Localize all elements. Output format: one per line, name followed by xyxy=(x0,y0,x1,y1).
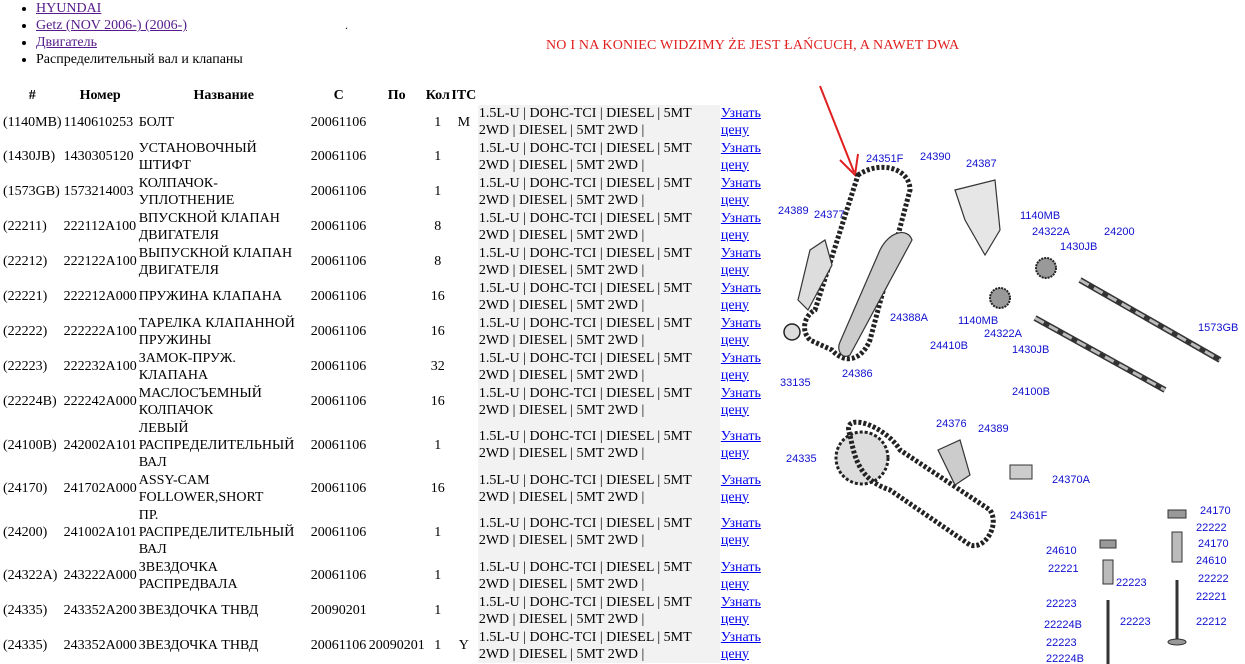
table-row xyxy=(2,174,770,209)
spec-line-1: 1.5L-U | DOHC-TCI | DIESEL | 5MT xyxy=(478,472,692,488)
diagram-callout-label: 24335 xyxy=(786,453,817,465)
price-link-line-2: цену xyxy=(720,646,750,662)
spec-cell xyxy=(478,593,720,628)
spec-cell xyxy=(478,105,720,139)
spec-line-1: 1.5L-U | DOHC-TCI | DIESEL | 5MT xyxy=(478,385,692,401)
date-from: 20061106 xyxy=(310,384,368,419)
date-from: 20061106 xyxy=(310,209,368,244)
quantity: 8 xyxy=(426,209,450,244)
date-from: 20061106 xyxy=(310,244,368,279)
price-link[interactable] xyxy=(721,106,761,138)
table-row xyxy=(2,314,770,349)
spec-line-1: 1.5L-U | DOHC-TCI | DIESEL | 5MT xyxy=(478,280,692,296)
stray-dot: . xyxy=(345,18,348,32)
diagram-callout-label: 24170 xyxy=(1198,538,1229,550)
part-name: БОЛТ xyxy=(138,105,310,139)
quantity: 32 xyxy=(426,349,450,384)
table-row xyxy=(2,105,770,139)
date-from: 20061106 xyxy=(310,139,368,174)
part-number: 222242A000 xyxy=(63,384,138,419)
price-link-line-1: Узнать xyxy=(720,140,761,156)
diagram-callout-label: 22223 xyxy=(1046,598,1077,610)
price-link[interactable] xyxy=(721,316,761,348)
price-link-line-2: цену xyxy=(720,611,750,627)
spec-line-2: 2WD | DIESEL | 5MT 2WD | xyxy=(478,262,645,278)
quantity: 1 xyxy=(426,419,450,471)
col-header-ref: # xyxy=(28,87,36,103)
table-row xyxy=(2,506,770,558)
date-to xyxy=(368,174,426,209)
date-to xyxy=(368,419,426,471)
row-ref: (24335) xyxy=(2,628,63,663)
date-to xyxy=(368,209,426,244)
diagram-callout-label: 24387 xyxy=(966,158,997,170)
diagram-callout-label: 22224B xyxy=(1046,653,1084,664)
date-from: 20061106 xyxy=(310,558,368,593)
diagram-callout-label: 24377 xyxy=(814,209,845,221)
diagram-callout-label: 22224B xyxy=(1044,619,1082,631)
date-to: 20090201 xyxy=(368,628,426,663)
breadcrumb xyxy=(0,0,243,68)
part-name: ASSY-CAM FOLLOWER,SHORT xyxy=(138,471,310,506)
price-cell xyxy=(720,506,770,558)
price-link[interactable] xyxy=(721,141,761,173)
price-link-line-1: Узнать xyxy=(720,315,761,331)
price-link-line-2: цену xyxy=(720,367,750,383)
date-from: 20061106 xyxy=(310,174,368,209)
table-row xyxy=(2,419,770,471)
itc-code xyxy=(450,349,478,384)
parts-diagram xyxy=(770,80,1245,664)
annotation-text: NO I NA KONIEC WIDZIMY ŻE JEST ŁAŃCUCH, A NAWET DWA xyxy=(546,38,960,53)
row-ref: (22221) xyxy=(2,279,63,314)
spec-cell xyxy=(478,209,720,244)
spec-line-1: 1.5L-U | DOHC-TCI | DIESEL | 5MT xyxy=(478,516,692,531)
date-to xyxy=(368,314,426,349)
part-number: 241002A101 xyxy=(63,506,138,558)
table-row xyxy=(2,384,770,419)
spec-line-2: 2WD | DIESEL | 5MT 2WD | xyxy=(478,446,645,461)
part-number: 242002A101 xyxy=(63,419,138,471)
diagram-callout-label: 22223 xyxy=(1116,577,1147,589)
price-link[interactable] xyxy=(721,630,761,662)
part-name: КОЛПАЧОК-УПЛОТНЕНИЕ xyxy=(138,174,310,209)
diagram-callout-label: 24200 xyxy=(1104,226,1135,238)
date-from: 20061106 xyxy=(310,279,368,314)
spec-cell xyxy=(478,419,720,471)
part-name: ПР. РАСПРЕДЕЛИТЕЛЬНЫЙ ВАЛ xyxy=(138,506,310,558)
camshaft-right-icon xyxy=(1080,280,1220,360)
price-link[interactable] xyxy=(721,176,761,208)
date-from: 20061106 xyxy=(310,506,368,558)
diagram-callout-label: 24610 xyxy=(1196,555,1227,567)
diagram-callout-label: 22221 xyxy=(1048,563,1079,575)
date-to xyxy=(368,105,426,139)
diagram-callout-label: 33135 xyxy=(780,377,811,389)
itc-code xyxy=(450,419,478,471)
diagram-callout-label: 24390 xyxy=(920,151,951,163)
price-cell xyxy=(720,558,770,593)
itc-code xyxy=(450,209,478,244)
part-number: 243352A000 xyxy=(63,628,138,663)
part-name: ТАРЕЛКА КЛАПАННОЙ ПРУЖИНЫ xyxy=(138,314,310,349)
tensioner-bracket-icon xyxy=(955,180,1000,255)
spec-line-1: 1.5L-U | DOHC-TCI | DIESEL | 5MT xyxy=(478,175,692,191)
diagram-callout-label: 22222 xyxy=(1196,522,1227,534)
part-number: 222232A100 xyxy=(63,349,138,384)
row-ref: (1573GB) xyxy=(2,174,63,209)
spec-line-2: 2WD | DIESEL | 5MT 2WD | xyxy=(478,367,645,383)
price-link-line-2: цену xyxy=(720,262,750,278)
itc-code xyxy=(450,384,478,419)
diagram-callout-label: 24389 xyxy=(978,423,1009,435)
spec-cell xyxy=(478,558,720,593)
spec-line-2: 2WD | DIESEL | 5MT 2WD | xyxy=(478,611,645,627)
part-name: ПРУЖИНА КЛАПАНА xyxy=(138,279,310,314)
col-header-to: По xyxy=(387,87,406,103)
date-to xyxy=(368,558,426,593)
spec-line-1: 1.5L-U | DOHC-TCI | DIESEL | 5MT xyxy=(478,210,692,226)
spec-line-1: 1.5L-U | DOHC-TCI | DIESEL | 5MT xyxy=(478,559,692,575)
itc-code xyxy=(450,558,478,593)
price-link[interactable] xyxy=(721,351,761,383)
part-number: 222222A100 xyxy=(63,314,138,349)
part-number: 243352A200 xyxy=(63,593,138,628)
price-link[interactable] xyxy=(721,560,761,592)
spec-line-1: 1.5L-U | DOHC-TCI | DIESEL | 5MT xyxy=(478,315,692,331)
quantity: 1 xyxy=(426,105,450,139)
diagram-callout-label: 24170 xyxy=(1200,505,1231,517)
row-ref: (24170) xyxy=(2,471,63,506)
part-name: УСТАНОВОЧНЫЙ ШТИФТ xyxy=(138,139,310,174)
quantity: 1 xyxy=(426,628,450,663)
itc-code xyxy=(450,471,478,506)
part-number: 1573214003 xyxy=(63,174,138,209)
row-ref: (1140MB) xyxy=(2,105,63,139)
spec-line-2: 2WD | DIESEL | 5MT 2WD | xyxy=(478,576,645,592)
breadcrumb-link-group[interactable]: Двигатель xyxy=(36,35,97,50)
price-cell xyxy=(720,349,770,384)
quantity: 1 xyxy=(426,174,450,209)
table-row xyxy=(2,628,770,663)
price-cell xyxy=(720,314,770,349)
idler-icon xyxy=(784,324,800,340)
pump-sprocket-icon xyxy=(836,432,888,484)
date-from: 20061106 xyxy=(310,419,368,471)
diagram-callout-label: 24376 xyxy=(936,418,967,430)
breadcrumb-link-model[interactable]: Getz (NOV 2006-) (2006-) xyxy=(36,18,187,33)
spec-line-2: 2WD | DIESEL | 5MT 2WD | xyxy=(478,123,645,138)
price-link-line-2: цену xyxy=(720,489,750,505)
date-from: 20061106 xyxy=(310,349,368,384)
row-ref: (24100B) xyxy=(2,419,63,471)
diagram-labels xyxy=(778,151,1238,664)
price-cell xyxy=(720,244,770,279)
cam-sprocket-icon xyxy=(1036,258,1056,278)
table-row xyxy=(2,593,770,628)
breadcrumb-item-current xyxy=(36,51,243,68)
col-header-itc: ITC xyxy=(451,87,477,103)
part-number: 1430305120 xyxy=(63,139,138,174)
itc-code xyxy=(450,244,478,279)
spec-cell xyxy=(478,506,720,558)
part-name: ЗВЕЗДОЧКА РАСПРЕДВАЛА xyxy=(138,558,310,593)
diagram-callout-label: 22223 xyxy=(1046,637,1077,649)
breadcrumb-current-label: Распределительный вал и клапаны xyxy=(36,52,243,67)
quantity: 16 xyxy=(426,471,450,506)
itc-code xyxy=(450,593,478,628)
price-link-line-2: цену xyxy=(720,402,750,418)
part-number: 243222A000 xyxy=(63,558,138,593)
table-row xyxy=(2,558,770,593)
diagram-callout-label: 22212 xyxy=(1196,616,1227,628)
price-cell xyxy=(720,471,770,506)
diagram-callout-label: 24351F xyxy=(866,153,904,165)
price-link[interactable] xyxy=(721,386,761,418)
price-link-line-1: Узнать xyxy=(720,245,761,261)
price-link-line-1: Узнать xyxy=(720,385,761,401)
row-ref: (24335) xyxy=(2,593,63,628)
spec-cell xyxy=(478,174,720,209)
spec-line-1: 1.5L-U | DOHC-TCI | DIESEL | 5MT xyxy=(478,140,692,156)
diagram-callout-label: 24388A xyxy=(890,312,928,324)
price-link[interactable] xyxy=(721,246,761,278)
price-cell xyxy=(720,593,770,628)
date-from: 20061106 xyxy=(310,105,368,139)
part-name: МАСЛОСЪЕМНЫЙ КОЛПАЧОК xyxy=(138,384,310,419)
camshaft-left-icon xyxy=(1035,318,1165,390)
diagram-callout-label: 24389 xyxy=(778,205,809,217)
quantity: 16 xyxy=(426,384,450,419)
date-from: 20061106 xyxy=(310,314,368,349)
spec-line-2: 2WD | DIESEL | 5MT 2WD | xyxy=(478,489,645,505)
col-header-name: Название xyxy=(193,87,254,103)
row-ref: (22212) xyxy=(2,244,63,279)
row-ref: (22223) xyxy=(2,349,63,384)
price-link-line-1: Узнать xyxy=(720,429,761,444)
spec-cell xyxy=(478,349,720,384)
diagram-callout-label: 24100B xyxy=(1012,386,1050,398)
spec-line-2: 2WD | DIESEL | 5MT 2WD | xyxy=(478,646,645,662)
price-cell xyxy=(720,174,770,209)
itc-code: Y xyxy=(450,628,478,663)
itc-code xyxy=(450,314,478,349)
tensioner-icon xyxy=(1010,465,1032,479)
date-from: 20061106 xyxy=(310,628,368,663)
price-link-line-1: Узнать xyxy=(720,350,761,366)
diagram-callout-label: 24361F xyxy=(1010,510,1048,522)
date-to xyxy=(368,244,426,279)
spec-cell xyxy=(478,471,720,506)
price-link-line-1: Узнать xyxy=(720,594,761,610)
quantity: 16 xyxy=(426,314,450,349)
spec-line-1: 1.5L-U | DOHC-TCI | DIESEL | 5MT xyxy=(478,245,692,261)
spec-line-1: 1.5L-U | DOHC-TCI | DIESEL | 5MT xyxy=(478,350,692,366)
table-row xyxy=(2,244,770,279)
price-cell xyxy=(720,384,770,419)
price-link-line-2: цену xyxy=(720,533,750,548)
price-link-line-2: цену xyxy=(720,576,750,592)
spec-line-2: 2WD | DIESEL | 5MT 2WD | xyxy=(478,157,645,173)
spec-cell xyxy=(478,279,720,314)
table-row xyxy=(2,471,770,506)
price-link-line-1: Узнать xyxy=(720,106,761,121)
diagram-callout-label: 1430JB xyxy=(1060,241,1098,253)
diagram-callout-label: 24386 xyxy=(842,368,873,380)
price-link-line-2: цену xyxy=(720,157,750,173)
row-ref: (1430JB) xyxy=(2,139,63,174)
price-link-line-1: Узнать xyxy=(720,280,761,296)
table-row xyxy=(2,279,770,314)
price-cell xyxy=(720,209,770,244)
part-number: 222212A000 xyxy=(63,279,138,314)
quantity: 1 xyxy=(426,558,450,593)
spec-line-2: 2WD | DIESEL | 5MT 2WD | xyxy=(478,332,645,348)
price-cell xyxy=(720,139,770,174)
itc-code xyxy=(450,174,478,209)
price-link-line-1: Узнать xyxy=(720,175,761,191)
date-to xyxy=(368,471,426,506)
quantity: 1 xyxy=(426,593,450,628)
part-number: 1140610253 xyxy=(63,105,138,139)
row-ref: (22222) xyxy=(2,314,63,349)
price-cell xyxy=(720,628,770,663)
row-ref: (24200) xyxy=(2,506,63,558)
spec-line-2: 2WD | DIESEL | 5MT 2WD | xyxy=(478,533,645,548)
spec-cell xyxy=(478,314,720,349)
diagram-callout-label: 1140MB xyxy=(1020,210,1061,222)
table-header-row xyxy=(2,86,770,105)
price-link[interactable] xyxy=(721,516,761,548)
breadcrumb-link-make[interactable]: HYUNDAI xyxy=(36,1,102,16)
diagram-callout-label: 22223 xyxy=(1120,616,1151,628)
part-name: ЗВЕЗДОЧКА ТНВД xyxy=(138,628,310,663)
price-cell xyxy=(720,105,770,139)
date-to xyxy=(368,279,426,314)
red-arrow-icon xyxy=(820,86,858,175)
price-link-line-1: Узнать xyxy=(720,629,761,645)
diagram-callout-label: 24410B xyxy=(930,340,968,352)
price-cell xyxy=(720,279,770,314)
quantity: 16 xyxy=(426,279,450,314)
spec-cell xyxy=(478,244,720,279)
parts-table xyxy=(2,86,770,663)
spec-line-1: 1.5L-U | DOHC-TCI | DIESEL | 5MT xyxy=(478,594,692,610)
chain-guide-icon xyxy=(839,233,912,357)
spec-cell xyxy=(478,139,720,174)
itc-code xyxy=(450,279,478,314)
itc-code xyxy=(450,139,478,174)
quantity: 1 xyxy=(426,506,450,558)
table-row xyxy=(2,209,770,244)
date-from: 20061106 xyxy=(310,471,368,506)
date-to xyxy=(368,593,426,628)
table-row xyxy=(2,349,770,384)
part-number: 241702A000 xyxy=(63,471,138,506)
diagram-callout-label: 22221 xyxy=(1196,591,1227,603)
date-to xyxy=(368,506,426,558)
price-link[interactable] xyxy=(721,595,761,627)
price-link[interactable] xyxy=(721,429,761,461)
breadcrumb-item-group xyxy=(36,34,243,51)
price-cell xyxy=(720,419,770,471)
date-to xyxy=(368,384,426,419)
price-link-line-2: цену xyxy=(720,227,750,243)
diagram-callout-label: 1140MB xyxy=(958,315,999,327)
part-name: ВПУСКНОЙ КЛАПАН ДВИГАТЕЛЯ xyxy=(138,209,310,244)
diagram-callout-label: 1573GB xyxy=(1198,322,1239,334)
price-link[interactable] xyxy=(721,473,761,505)
part-name: ЗВЕЗДОЧКА ТНВД xyxy=(138,593,310,628)
col-header-spec xyxy=(478,86,720,105)
date-from: 20090201 xyxy=(310,593,368,628)
col-header-number: Номер xyxy=(79,87,121,103)
diagram-callout-label: 24610 xyxy=(1046,545,1077,557)
part-name: ВЫПУСКНОЙ КЛАПАН ДВИГАТЕЛЯ xyxy=(138,244,310,279)
date-to xyxy=(368,139,426,174)
price-link-line-2: цену xyxy=(720,446,750,461)
col-header-from: С xyxy=(333,87,344,103)
spec-line-1: 1.5L-U | DOHC-TCI | DIESEL | 5MT xyxy=(478,429,692,444)
spec-line-2: 2WD | DIESEL | 5MT 2WD | xyxy=(478,192,645,208)
spec-line-2: 2WD | DIESEL | 5MT 2WD | xyxy=(478,402,645,418)
itc-code: M xyxy=(450,105,478,139)
spec-line-2: 2WD | DIESEL | 5MT 2WD | xyxy=(478,227,645,243)
price-link-line-2: цену xyxy=(720,297,750,313)
price-link-line-2: цену xyxy=(720,332,750,348)
diagram-callout-label: 24322A xyxy=(984,328,1022,340)
price-link-line-1: Узнать xyxy=(720,559,761,575)
spec-cell xyxy=(478,628,720,663)
price-link[interactable] xyxy=(721,211,761,243)
diagram-callout-label: 22222 xyxy=(1198,573,1229,585)
date-to xyxy=(368,349,426,384)
spec-cell xyxy=(478,384,720,419)
part-name: ЗАМОК-ПРУЖ. КЛАПАНА xyxy=(138,349,310,384)
itc-code xyxy=(450,506,478,558)
row-ref: (24322A) xyxy=(2,558,63,593)
diagram-callout-label: 1430JB xyxy=(1012,344,1050,356)
diagram-callout-label: 24322A xyxy=(1032,226,1070,238)
price-link-line-2: цену xyxy=(720,192,750,208)
quantity: 8 xyxy=(426,244,450,279)
price-link-line-1: Узнать xyxy=(720,472,761,488)
price-link-line-1: Узнать xyxy=(720,210,761,226)
part-number: 222122A100 xyxy=(63,244,138,279)
breadcrumb-item-make xyxy=(36,0,243,17)
col-header-qty: Кол xyxy=(425,87,450,103)
col-header-price xyxy=(720,86,770,105)
quantity: 1 xyxy=(426,139,450,174)
part-name: ЛЕВЫЙ РАСПРЕДЕЛИТЕЛЬНЫЙ ВАЛ xyxy=(138,419,310,471)
cam-sprocket-left-icon xyxy=(990,288,1010,308)
part-number: 222112A100 xyxy=(63,209,138,244)
row-ref: (22211) xyxy=(2,209,63,244)
spec-line-1: 1.5L-U | DOHC-TCI | DIESEL | 5MT xyxy=(478,629,692,645)
row-ref: (22224B) xyxy=(2,384,63,419)
spec-line-2: 2WD | DIESEL | 5MT 2WD | xyxy=(478,297,645,313)
price-link[interactable] xyxy=(721,281,761,313)
price-link-line-2: цену xyxy=(720,123,750,138)
breadcrumb-item-model xyxy=(36,17,243,34)
diagram-callout-label: 24370A xyxy=(1052,474,1090,486)
price-link-line-1: Узнать xyxy=(720,516,761,531)
chain-guide-left-icon xyxy=(798,240,832,310)
spec-line-1: 1.5L-U | DOHC-TCI | DIESEL | 5MT xyxy=(478,106,692,121)
table-row xyxy=(2,139,770,174)
